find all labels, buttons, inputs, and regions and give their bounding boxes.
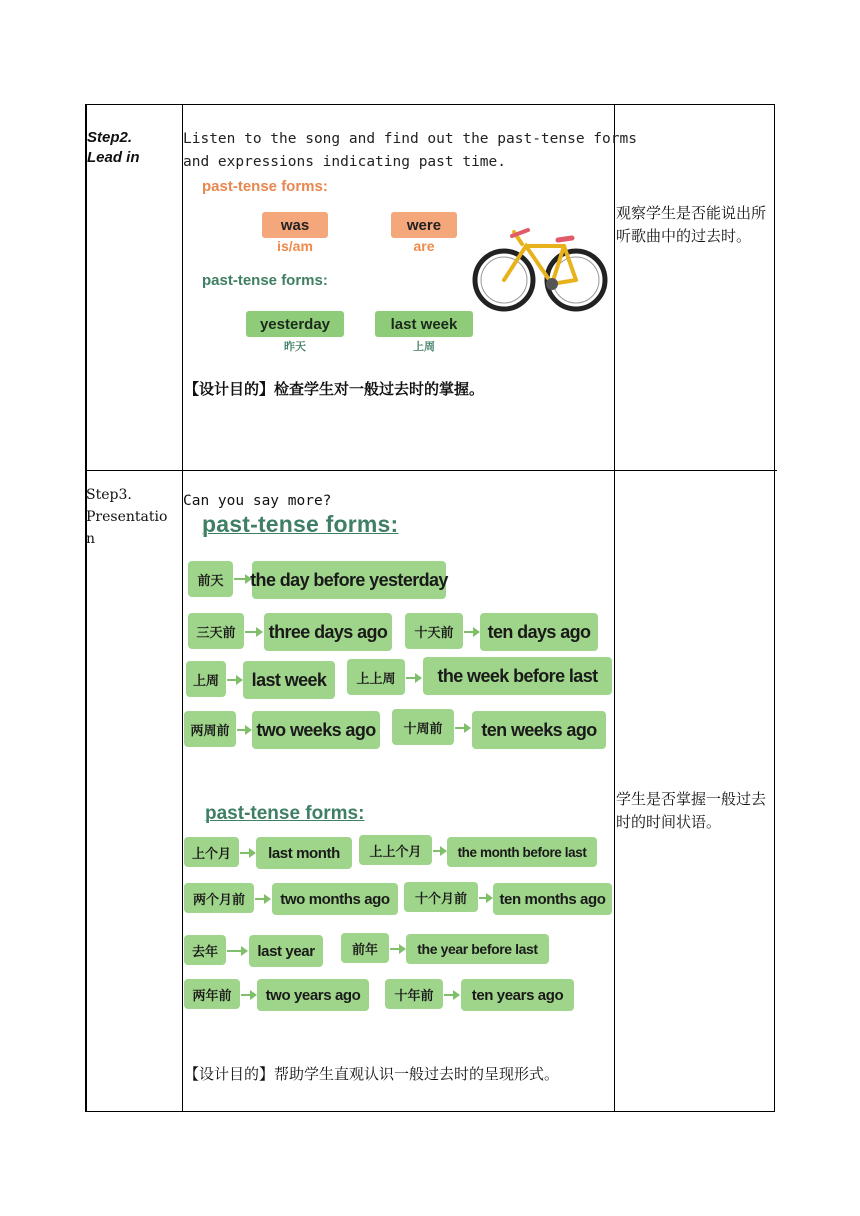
en-box-last-week: last week: [243, 661, 335, 699]
arrow: [255, 898, 265, 900]
label-yesterday-cn: 昨天: [284, 340, 306, 353]
step2-label-line2: Lead in: [87, 149, 140, 166]
en-box-ten-years-ago: ten years ago: [461, 979, 574, 1011]
arrow: [227, 950, 242, 952]
en-box-the-week-before-last: the week before last: [423, 657, 612, 695]
cn-box-two-years: 两年前: [184, 979, 240, 1009]
step2-instruction-line2: and expressions indicating past time.: [183, 154, 507, 170]
label-is-am: is/am: [277, 238, 313, 254]
en-box-last-year: last year: [249, 935, 323, 967]
step3-label-line3: n: [86, 531, 96, 547]
figure2-title: past-tense forms:: [205, 803, 365, 824]
cn-box-three-days: 三天前: [188, 613, 244, 649]
step3-label-line1: Step3.: [86, 487, 132, 503]
step3-remark: 学生是否掌握一般过去时的时间状语。: [616, 790, 767, 831]
arrow: [234, 578, 246, 580]
cn-box-last-week: 上周: [186, 661, 226, 697]
step2-instruction: [183, 128, 637, 174]
cn-box-last-month: 上个月: [184, 837, 239, 867]
step2-label-line1: Step2.: [87, 129, 133, 146]
cn-box-year-before-last: 前年: [341, 933, 389, 963]
arrow: [479, 897, 487, 899]
en-box-ten-days-ago: ten days ago: [480, 613, 598, 651]
arrow: [433, 850, 441, 852]
step2-label: [87, 128, 140, 168]
en-box-three-days-ago: three days ago: [264, 613, 392, 651]
chip-was: was: [262, 212, 328, 238]
arrow: [245, 631, 257, 633]
label-are: are: [413, 238, 435, 254]
cn-box-ten-days: 十天前: [405, 613, 463, 649]
arrow: [240, 852, 250, 854]
arrow: [227, 679, 237, 681]
column-divider-1: [182, 104, 183, 1112]
en-box-the-day-before-yesterday: the day before yesterday: [252, 561, 446, 599]
bicycle-illustration: [468, 222, 610, 312]
en-box-two-months-ago: two months ago: [272, 883, 398, 915]
cn-box-ten-years: 十年前: [385, 979, 443, 1009]
table-top-border: [85, 104, 775, 105]
en-box-the-month-before-last: the month before last: [447, 837, 597, 867]
arrow: [455, 727, 465, 729]
row-divider: [85, 470, 777, 471]
cn-box-two-months: 两个月前: [184, 883, 254, 913]
cn-box-month-before-last: 上上个月: [359, 835, 432, 865]
step2-purpose: 【设计目的】检查学生对一般过去时的掌握。: [184, 380, 485, 398]
figure1-title: past-tense forms:: [202, 511, 399, 537]
table-left-border: [85, 104, 87, 1112]
arrow: [444, 994, 454, 996]
figure-title-green: past-tense forms:: [202, 272, 328, 289]
chip-last-week: last week: [375, 311, 473, 337]
step3-question: Can you say more?: [183, 493, 332, 509]
en-box-two-weeks-ago: two weeks ago: [252, 711, 380, 749]
step3-label-line2: Presentatio: [86, 509, 168, 525]
en-box-two-years-ago: two years ago: [257, 979, 369, 1011]
table-bottom-border: [85, 1111, 775, 1112]
cn-box-last-year: 去年: [184, 935, 226, 965]
step2-remark: 观察学生是否能说出所听歌曲中的过去时。: [616, 204, 767, 245]
cn-box-two-weeks: 两周前: [184, 711, 236, 747]
step3-label: [86, 484, 182, 550]
step2-instruction-line1: Listen to the song and find out the past-tense forms: [183, 131, 637, 147]
step3-purpose: 【设计目的】帮助学生直观认识一般过去时的呈现形式。: [184, 1065, 560, 1083]
cn-box-week-before-last: 上上周: [347, 659, 405, 695]
figure-title-orange: past-tense forms:: [202, 178, 328, 195]
cn-box-ten-months: 十个月前: [404, 882, 478, 912]
table-right-border: [774, 104, 775, 1112]
arrow: [237, 729, 246, 731]
arrow: [241, 994, 251, 996]
en-box-last-month: last month: [256, 837, 352, 869]
chip-yesterday: yesterday: [246, 311, 344, 337]
en-box-the-year-before-last: the year before last: [406, 934, 549, 964]
cn-box-ten-weeks: 十周前: [392, 709, 454, 745]
en-box-ten-weeks-ago: ten weeks ago: [472, 711, 606, 749]
arrow: [464, 631, 474, 633]
arrow: [406, 677, 416, 679]
chip-were: were: [391, 212, 457, 238]
en-box-ten-months-ago: ten months ago: [493, 883, 612, 915]
cn-box-qiantian: 前天: [188, 561, 233, 597]
column-divider-2: [614, 104, 615, 1112]
label-last-week-cn: 上周: [413, 340, 435, 353]
arrow: [390, 948, 400, 950]
